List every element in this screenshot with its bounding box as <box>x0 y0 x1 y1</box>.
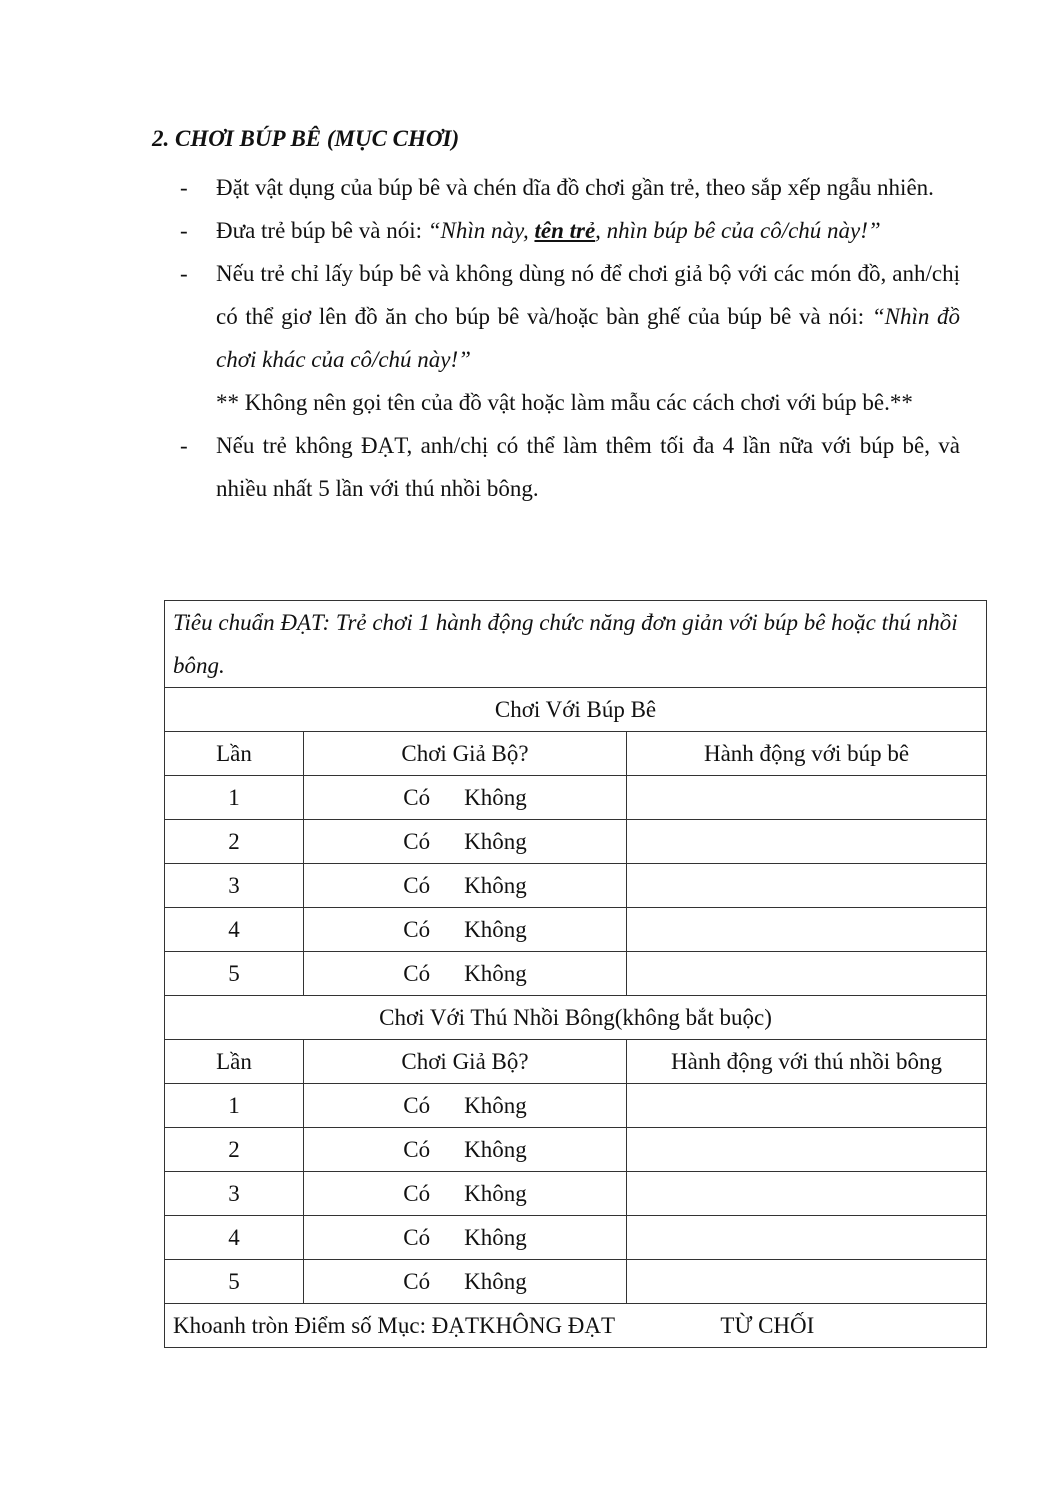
doll-action-cell[interactable] <box>627 952 987 996</box>
pretend-choice <box>304 908 627 952</box>
pass-criteria: Tiêu chuẩn ĐẠT: Trẻ chơi 1 hành động chức năng đơn giản với búp bê hoặc thú nhồi bông. <box>165 601 987 688</box>
table-row <box>165 864 987 908</box>
stuffed-action-cell[interactable] <box>627 1084 987 1128</box>
pretend-choice <box>304 776 627 820</box>
table-row <box>165 1216 987 1260</box>
bullet-dash: - <box>180 175 188 200</box>
quote-open: “Nhìn này, <box>427 218 535 243</box>
header-action-doll: Hành động với búp bê <box>627 732 987 776</box>
header-action-stuffed: Hành động với thú nhồi bông <box>627 1040 987 1084</box>
instruction-quote: “Nhìn đồ chơi khác của cô/chú này!” <box>216 304 960 372</box>
yes-option[interactable]: Có <box>403 1092 431 1118</box>
trial-number: 4 <box>165 908 304 952</box>
trial-number: 4 <box>165 1216 304 1260</box>
stuffed-action-cell[interactable] <box>627 1260 987 1304</box>
instruction-item <box>180 424 960 510</box>
yes-option[interactable]: Có <box>403 872 431 898</box>
section-heading: 2. CHƠI BÚP BÊ (MỤC CHƠI) <box>152 126 460 151</box>
doll-action-cell[interactable] <box>627 908 987 952</box>
pretend-choice <box>304 820 627 864</box>
stuffed-action-cell[interactable] <box>627 1216 987 1260</box>
instruction-text: Đưa trẻ búp bê và nói: <box>216 218 428 243</box>
instruction-text: Đặt vật dụng của búp bê và chén dĩa đồ chơi gần trẻ, theo sắp xếp ngẫu nhiên. <box>216 175 934 200</box>
no-option[interactable]: Không <box>464 1180 527 1206</box>
bullet-dash: - <box>180 433 188 458</box>
table-row <box>165 776 987 820</box>
table-row <box>165 908 987 952</box>
pretend-choice <box>304 1172 627 1216</box>
instruction-item <box>180 166 960 209</box>
doll-action-cell[interactable] <box>627 864 987 908</box>
pretend-choice <box>304 1260 627 1304</box>
stuffed-action-cell[interactable] <box>627 1128 987 1172</box>
header-pretend: Chơi Giả Bộ? <box>304 1040 627 1084</box>
yes-option[interactable]: Có <box>403 960 431 986</box>
scoring-table <box>164 600 987 1348</box>
bullet-dash: - <box>180 261 188 286</box>
stuffed-section-title: Chơi Với Thú Nhồi Bông(không bắt buộc) <box>165 996 987 1040</box>
yes-option[interactable]: Có <box>403 1180 431 1206</box>
header-trial: Lần <box>165 1040 304 1084</box>
score-label: Khoanh tròn Điểm số Mục: <box>173 1312 426 1338</box>
table-row <box>165 820 987 864</box>
trial-number: 5 <box>165 952 304 996</box>
yes-option[interactable]: Có <box>403 1268 431 1294</box>
trial-number: 1 <box>165 1084 304 1128</box>
no-option[interactable]: Không <box>464 960 527 986</box>
stuffed-action-cell[interactable] <box>627 1172 987 1216</box>
header-trial: Lần <box>165 732 304 776</box>
item-score-row <box>165 1304 987 1348</box>
table-row <box>165 952 987 996</box>
yes-option[interactable]: Có <box>403 1136 431 1162</box>
instruction-text: Nếu trẻ chỉ lấy búp bê và không dùng nó để chơi giả bộ với các món đồ, anh/chị có thể giơ lên đồ ăn cho búp bê và/hoặc bàn ghế của búp bê và nói: <box>216 261 960 329</box>
table-row <box>165 1128 987 1172</box>
doll-action-cell[interactable] <box>627 820 987 864</box>
pretend-choice <box>304 1084 627 1128</box>
trial-number: 2 <box>165 820 304 864</box>
score-pass-option[interactable]: ĐẠT <box>431 1312 479 1338</box>
no-option[interactable]: Không <box>464 1136 527 1162</box>
score-fail-option[interactable]: KHÔNG ĐẠT <box>479 1312 616 1338</box>
doll-trial-rows <box>165 776 987 996</box>
header-pretend: Chơi Giả Bộ? <box>304 732 627 776</box>
no-option[interactable]: Không <box>464 1092 527 1118</box>
score-refuse-option[interactable]: TỪ CHỐI <box>720 1312 815 1338</box>
yes-option[interactable]: Có <box>403 1224 431 1250</box>
doll-action-cell[interactable] <box>627 776 987 820</box>
no-option[interactable]: Không <box>464 1224 527 1250</box>
quote-close: , nhìn búp bê của cô/chú này!” <box>595 218 881 243</box>
table-row <box>165 1084 987 1128</box>
yes-option[interactable]: Có <box>403 916 431 942</box>
table-row <box>165 1260 987 1304</box>
no-option[interactable]: Không <box>464 916 527 942</box>
yes-option[interactable]: Có <box>403 828 431 854</box>
trial-number: 2 <box>165 1128 304 1172</box>
doll-section-title: Chơi Với Búp Bê <box>165 688 987 732</box>
table-row <box>165 1172 987 1216</box>
no-option[interactable]: Không <box>464 828 527 854</box>
no-option[interactable]: Không <box>464 1268 527 1294</box>
trial-number: 1 <box>165 776 304 820</box>
instruction-item <box>180 252 960 381</box>
trial-number: 3 <box>165 864 304 908</box>
child-name-placeholder: tên trẻ <box>534 218 596 243</box>
no-option[interactable]: Không <box>464 872 527 898</box>
instruction-item <box>180 209 960 252</box>
note-text: ** Không nên gọi tên của đồ vật hoặc làm mẫu các cách chơi với búp bê.** <box>216 390 913 415</box>
instruction-list <box>180 166 960 510</box>
pretend-choice <box>304 952 627 996</box>
bullet-dash: - <box>180 218 188 243</box>
stuffed-trial-rows <box>165 1084 987 1304</box>
trial-number: 5 <box>165 1260 304 1304</box>
no-option[interactable]: Không <box>464 784 527 810</box>
yes-option[interactable]: Có <box>403 784 431 810</box>
pretend-choice <box>304 1216 627 1260</box>
trial-number: 3 <box>165 1172 304 1216</box>
pretend-choice <box>304 864 627 908</box>
pretend-choice <box>304 1128 627 1172</box>
instruction-text: Nếu trẻ không ĐẠT, anh/chị có thể làm thêm tối đa 4 lần nữa với búp bê, và nhiều nhất 5 lần với thú nhồi bông. <box>216 433 960 501</box>
